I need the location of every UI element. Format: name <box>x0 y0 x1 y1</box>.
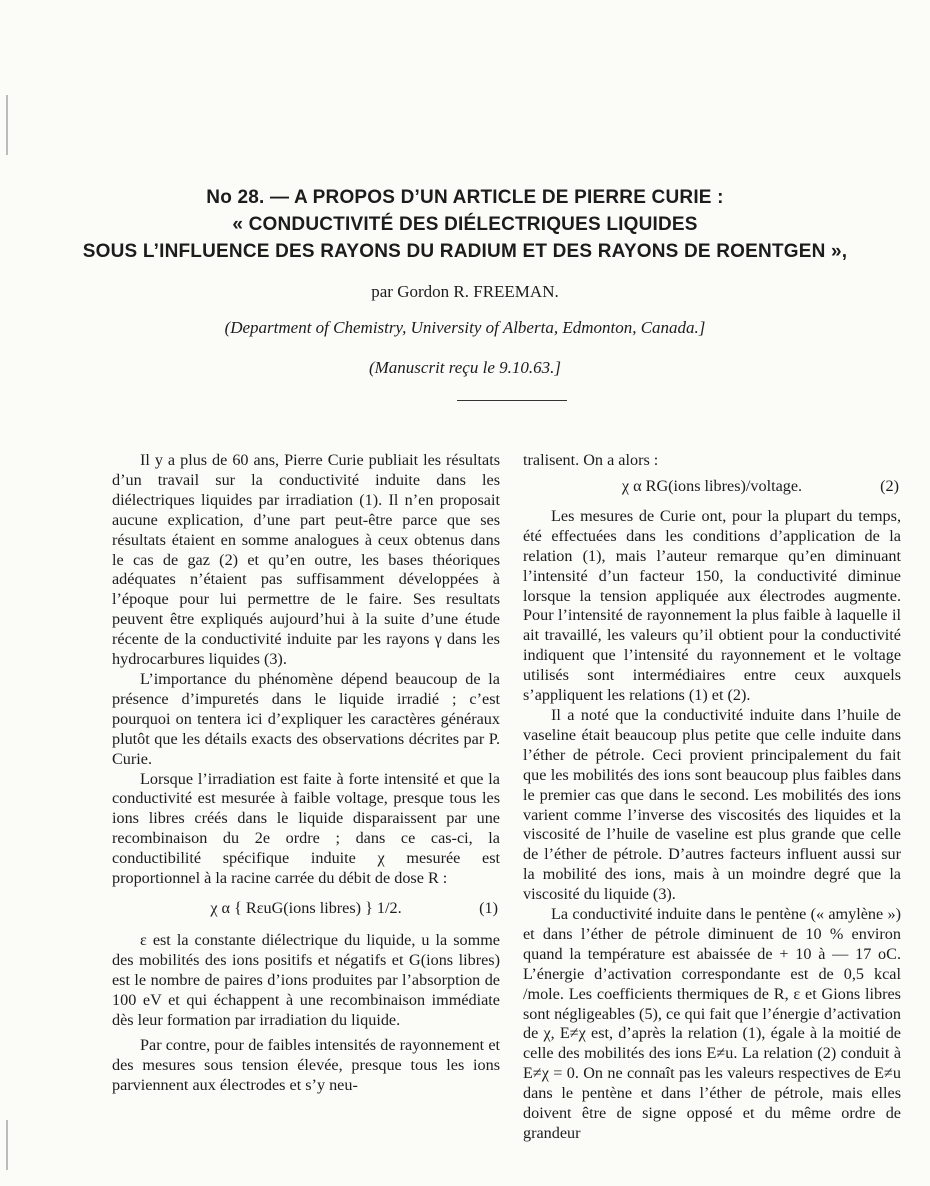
equation-1-number: (1) <box>479 898 498 917</box>
scan-margin-mark <box>6 95 8 155</box>
paragraph: La conductivité induite dans le pentène (« amylène ») et dans l’éther de pétrole diminuent de 10 % environ quand la température est abaissée de + 10 à — 17 oC. L’énergie d’activation correspondante est de 0,5 kcal /mole. Les coefficients thermiques de R, ε et Gions libres sont négligeables (5), ce qui fait que l’énergie d’activation de χ, E≠χ est, d’après la relation (1), égale à la moitié de celle des mobilités des ions E≠u. La relation (2) conduit à E≠χ = 0. On ne connaît pas les valeurs respectives de E≠u dans le pentène et dans l’éther de pétrole, mais elles doivent être de signe opposé et du même ordre de grandeur <box>523 905 901 1142</box>
equation-1-expression: χ α { RεuG(ions libres) } 1/2. <box>210 898 402 917</box>
paragraph: L’importance du phénomène dépend beaucoup de la présence d’impuretés dans le liquide irradié ; c’est pourquoi on tentera ici d’expliquer les caractères généraux plutôt que les détails exacts des observations décrites par P. Curie. <box>112 669 500 768</box>
right-column <box>523 451 901 1144</box>
paragraph: tralisent. On a alors : <box>523 451 659 469</box>
paragraph: Par contre, pour de faibles intensités de rayonnement et des mesures sous tension élevée, presque tous les ions parviennent aux électrodes et s’y neu- <box>112 1036 500 1095</box>
received-date: (Manuscrit reçu le 9.10.63.] <box>368 358 561 377</box>
equation-2 <box>523 477 901 499</box>
paragraph: Il a noté que la conductivité induite dans l’huile de vaseline était beaucoup plus petite que celle induite dans l’éther de pétrole. Ceci provient principalement du fait que les mobilités des ions sont beaucoup plus faibles dans le premier cas que dans le second. Les mobilités des ions varient comme l’inverse des viscosités des liquides et la viscosité de l’huile de vaseline est plus grande que celle de l’éther de pétrole. D’autres facteurs influent aussi sur la mobilité des ions, mais à un moindre degré que la viscosité du liquide (3). <box>523 705 901 904</box>
article-title-line-2: « CONDUCTIVITÉ DES DIÉLECTRIQUES LIQUIDES <box>232 214 698 235</box>
equation-2-number: (2) <box>880 476 899 495</box>
article-title-line-1: No 28. — A PROPOS D’UN ARTICLE DE PIERRE CURIE : <box>206 187 724 208</box>
paragraph: ε est la constante diélectrique du liquide, u la somme des mobilités des ions positifs et négatifs et G(ions libres) est le nombre de paires d’ions produites par l’absorption de 100 eV et qui échappent à une recombinaison immédiate dès leur formation par irradiation du liquide. <box>112 930 500 1029</box>
scan-margin-mark <box>6 1120 8 1170</box>
article-title-line-3: SOUS L’INFLUENCE DES RAYONS DU RADIUM ET DES RAYONS DE ROENTGEN », <box>82 241 848 262</box>
title-divider <box>457 400 567 401</box>
paragraph: Lorsque l’irradiation est faite à forte intensité et que la conductivité est mesurée à faible voltage, presque tous les ions libres créés dans le liquide disparaissent par une recombinaison du 2e ordre ; dans ce cas-ci, la conductibilité spécifique induite χ mesurée est proportionnel à la racine carrée du débit de dose R : <box>112 769 500 888</box>
paragraph: Les mesures de Curie ont, pour la plupart du temps, été effectuées dans les conditions d’application de la relation (1), mais l’auteur remarque qu’en diminuant l’intensité d’un facteur 150, la conductivité diminue lorsque la tension appliquée aux électrodes augmente. Pour l’intensité de rayonnement la plus faible à laquelle il ait travaillé, les valeurs qu’il obtient pour la conductivité indiquent que l’intensité du rayonnement et le voltage utilisés sont intermédiaires entre ceux auxquels s’appliquent les relations (1) et (2). <box>523 506 901 705</box>
paragraph: Il y a plus de 60 ans, Pierre Curie publiait les résultats d’un travail sur la conductivité induite dans les diélectriques liquides par irradiation (1). Il n’en proposait aucune explication, d’une part peut-être parce que ses résultats étaient en somme analogues à ceux obtenus dans le cas de gaz (2) et qu’en outre, les bases théoriques adéquates n’étaient pas suffisamment développées à l’époque pour lui permettre de le faire. Ses resultats peuvent être expliqués aujourd’hui à la suite d’une étude récente de la conductivité induite par les rayons γ dans les hydrocarbures liquides (3). <box>112 451 500 669</box>
affiliation: (Department of Chemistry, University of Alberta, Edmonton, Canada.] <box>224 318 706 337</box>
equation-2-expression: χ α RG(ions libres)/voltage. <box>621 476 803 495</box>
byline: par Gordon R. FREEMAN. <box>371 282 559 301</box>
equation-1 <box>112 899 500 921</box>
left-column <box>112 451 500 1096</box>
